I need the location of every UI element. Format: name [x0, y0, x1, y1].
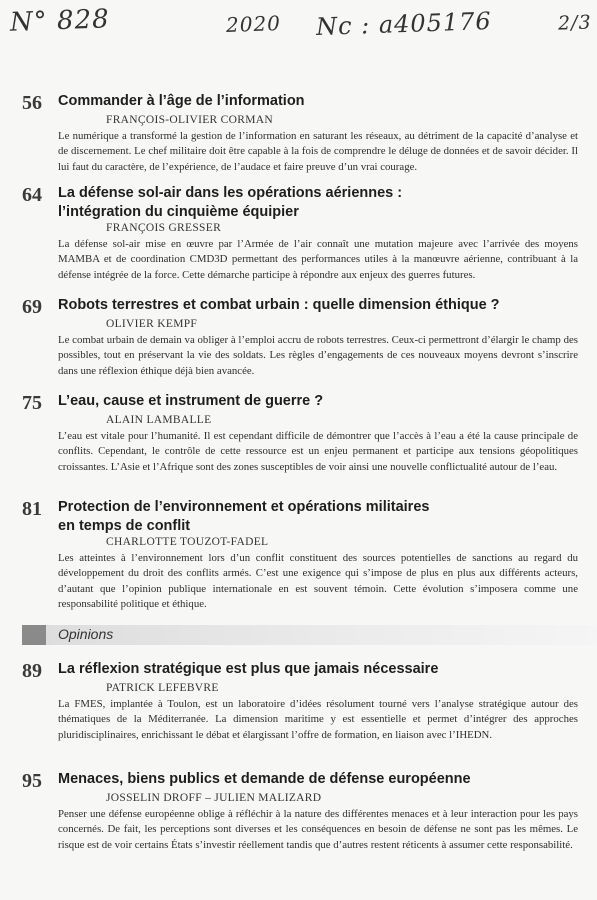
article-author: FRANÇOIS-OLIVIER CORMAN [106, 114, 273, 126]
article-page-number: 89 [22, 660, 42, 682]
section-header-opinions [22, 625, 597, 645]
article-title[interactable]: Protection de l’environnement et opérations militaires en temps de conflit [58, 499, 430, 534]
article-abstract: Le combat urbain de demain va obliger à l’emploi accru de robots terrestres. Ceux-ci permettront d’élargir le champ des possibles, tout en préservant la vie des soldats. Les règles d’engagements de ces nouveaux moyens devront s’inscrire dans une réflexion éthique déjà bien avancée. [58, 334, 578, 377]
section-marker [22, 625, 46, 645]
article-title[interactable]: Robots terrestres et combat urbain : quelle dimension éthique ? [58, 297, 500, 313]
article-page-number: 95 [22, 770, 42, 792]
article-title[interactable]: La réflexion stratégique est plus que jamais nécessaire [58, 661, 439, 677]
handwritten-catalog-number: Nc : a405176 [315, 6, 493, 42]
article-author: CHARLOTTE TOUZOT-FADEL [106, 536, 269, 548]
section-label: Opinions [58, 626, 114, 642]
handwritten-issue-number: N° 828 [9, 4, 111, 38]
article-page-number: 69 [22, 296, 42, 318]
handwritten-year: 2020 [225, 11, 282, 37]
article-abstract: La défense sol-air mise en œuvre par l’Armée de l’air connaît une mutation majeure avec l’arrivée des moyens MAMBA et de coordination CMD3D permettant des performances utiles à la manœuvre aérienne, contribuant à la défense intégrée de la force. Cette démarche participe à répondre aux enjeux des guerres futures. [58, 238, 578, 281]
article-author: FRANÇOIS GRESSER [106, 222, 222, 234]
article-abstract: L’eau est vitale pour l’humanité. Il est cependant difficile de démontrer que l’accès à l’eau a été la cause principale de conflits. Cependant, le contrôle de cette ressource est un enjeu permanent et participe aux tensions géopolitiques croissantes. L’Asie et l’Afrique sont des zones susceptibles de voir ainsi une nouvelle conflictualité autour de l’eau. [58, 430, 578, 473]
article-abstract: La FMES, implantée à Toulon, est un laboratoire d’idées résolument tourné vers l’analyse stratégique autour des thématiques de la Méditerranée. La dimension maritime y est essentielle et permet d’intégrer des approches pluridisciplinaires, enrichissant le débat et élargissant l’offre de formation, en liaison avec l’IHEDN. [58, 698, 578, 741]
article-title[interactable]: Commander à l’âge de l’information [58, 93, 305, 109]
article-title[interactable]: Menaces, biens publics et demande de défense européenne [58, 771, 471, 787]
article-author: OLIVIER KEMPF [106, 318, 198, 330]
article-author: PATRICK LEFEBVRE [106, 682, 219, 694]
article-page-number: 81 [22, 498, 42, 520]
article-page-number: 56 [22, 92, 42, 114]
handwritten-page-count: 2/3 [557, 11, 592, 35]
article-author: ALAIN LAMBALLE [106, 414, 212, 426]
article-abstract: Les atteintes à l’environnement lors d’un conflit constituent des sources potentielles de sanctions au regard du développement du droit des conflits armés. C’est une exigence qui s’impose de plus en plus aux différents acteurs, d’autant que l’opinion publique internationale en est souvent témoin. Cette évolution s’imposera comme une responsabilité politique et éthique. [58, 552, 578, 611]
article-page-number: 75 [22, 392, 42, 414]
article-abstract: Penser une défense européenne oblige à réfléchir à la nature des différentes menaces et à leur interaction pour les pays concernés. De fait, les perceptions sont diverses et les conséquences en besoin de défense ne sont pas les mêmes. Le risque est de voir certains États s’investir réellement tandis que d’autres restent réticents à assumer cette responsabilité. [58, 808, 578, 851]
article-page-number: 64 [22, 184, 42, 206]
article-title[interactable]: L’eau, cause et instrument de guerre ? [58, 393, 324, 409]
article-author: JOSSELIN DROFF – JULIEN MALIZARD [106, 792, 322, 804]
article-abstract: Le numérique a transformé la gestion de l’information en saturant les réseaux, au détriment de la capacité d’analyse et de discernement. Le chef militaire doit être capable à la fois de comprendre le déluge de données et de savoir décider. Il lui faut du caractère, de l’expérience, de l’audace et faire preuve d’un vrai courage. [58, 130, 578, 173]
article-title[interactable]: La défense sol-air dans les opérations aériennes : l’intégration du cinquième équipier [58, 185, 403, 220]
